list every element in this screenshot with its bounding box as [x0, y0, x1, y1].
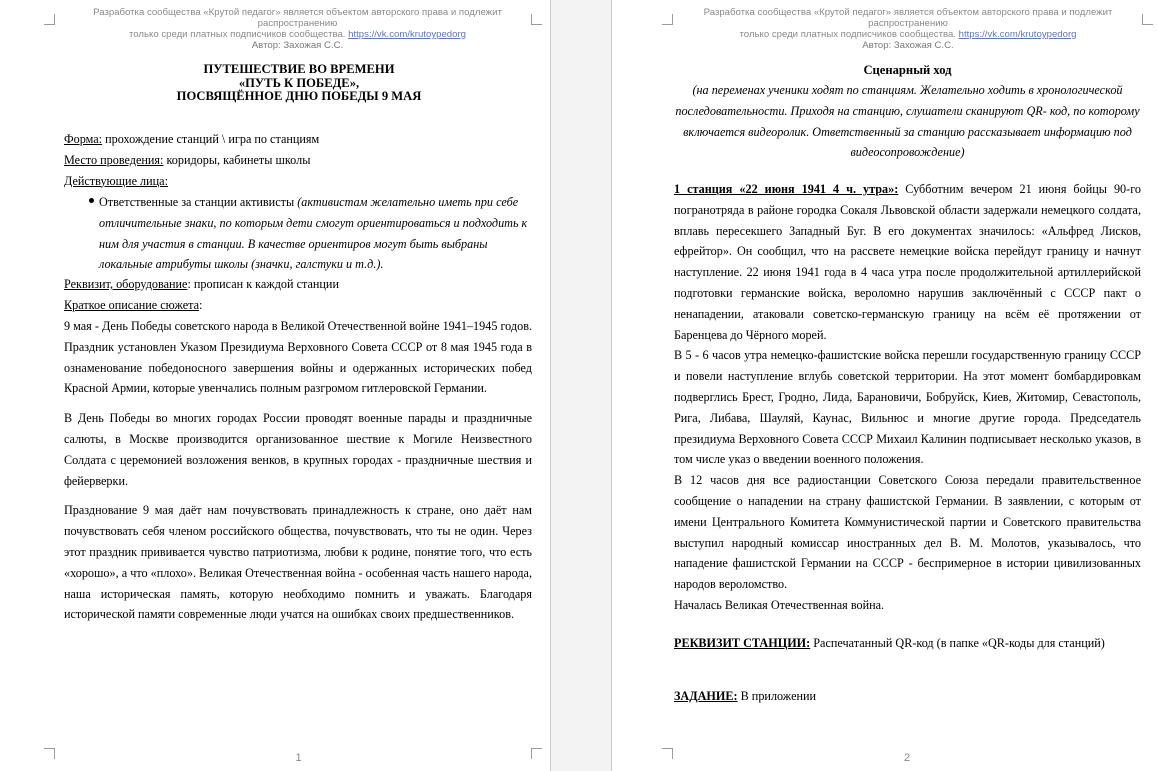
- form-value: прохождение станций \ игра по станциям: [102, 132, 320, 146]
- page-gap: [551, 0, 611, 771]
- copyright-header: [667, 7, 1149, 40]
- bullet-text: Ответственные за станции активисты: [99, 195, 298, 209]
- station-text: Субботним вечером 21 июня бойцы 90-го погранотряда в районе городка Сокаля Львовской области задержали немецкого солдата, вплавь пересекшего Западный Буг. В его документах значилось: «Альфред Лисков, ефрейтор». Он сообщил, что на рассвете немецкие войска перейдут границу и начнут наступление. 22 июня 1941 года в 4 часа утра после продолжительной артиллерийской подготовки германские войска, вероломно нарушив заключённый с СССР пакт о ненападении, атаковали советско-германскую границу на всём её протяжении от Баренцева до Чёрного морей.: [674, 182, 1141, 342]
- station-task: [674, 686, 1141, 707]
- station-1-section: [674, 179, 1141, 616]
- page-number-1: 1: [295, 752, 302, 764]
- title-line-1: ПУТЕШЕСТВИЕ ВО ВРЕМЕНИ: [203, 62, 395, 76]
- props-value: : прописан к каждой станции: [187, 277, 339, 291]
- header-line-2: только среди платных подписчиков сообщества.: [739, 29, 959, 40]
- scenario-title: Сценарный ход: [863, 63, 952, 77]
- station-label: 1 станция «22 июня 1941 4 ч. утра»:: [674, 182, 899, 196]
- summary-paragraph-2: В День Победы во многих городах России проводят военные парады и праздничные салюты, в Москве производится организованное шествие к Могиле Неизвестного Солдата с церемонией возложения венков, в крупных городах - праздничные шествия и фейерверки.: [64, 411, 532, 488]
- header-link[interactable]: https://vk.com/krutoypedorg: [348, 29, 466, 40]
- bullet-icon: [89, 198, 94, 203]
- station-props: [674, 633, 1141, 654]
- copyright-header: [55, 7, 540, 40]
- margin-corner-mark: [44, 14, 55, 25]
- task-label: ЗАДАНИЕ:: [674, 689, 738, 703]
- props-and-summary: [64, 274, 532, 316]
- document-title: [65, 63, 533, 104]
- title-line-3: ПОСВЯЩЁННОЕ ДНЮ ПОБЕДЫ 9 МАЯ: [176, 89, 422, 103]
- props-label: Реквизит, оборудование: [64, 277, 188, 291]
- page-number-2: 2: [903, 752, 911, 764]
- header-link[interactable]: https://vk.com/krutoypedorg: [958, 29, 1077, 40]
- summary-text: [64, 316, 532, 625]
- summary-colon: :: [199, 297, 203, 312]
- author-line: Автор: Захожая С.С.: [251, 40, 344, 51]
- station-props-label: РЕКВИЗИТ СТАНЦИИ:: [674, 636, 811, 650]
- event-details: [64, 129, 532, 191]
- place-value: коридоры, кабинеты школы: [163, 152, 311, 167]
- header-line-1: Разработка сообщества «Крутой педагог» является объектом авторского права и подлежит распространению: [703, 7, 1113, 29]
- station-paragraph-3: В 12 часов дня все радиостанции Советского Союза передали правительственное сообщение о нападении на страну фашистской Германии. В заявлении, с которым от имени Центрального Комитета Коммунистической партии и Советского правительства выступил народный комиссар иностранных дел В. М. Молотов, указывалось, что нападение фашистской Германии на СССР - беспримерное в истории цивилизованных народов вероломство.: [674, 473, 1141, 592]
- header-line-1: Разработка сообщества «Крутой педагог» является объектом авторского права и подлежит распространению: [93, 7, 502, 29]
- header-line-2: только среди платных подписчиков сообщества.: [129, 29, 349, 40]
- author-line: Автор: Захожая С.С.: [862, 40, 954, 51]
- station-props-value: Распечатанный QR-код (в папке «QR-коды для станций): [810, 636, 1105, 650]
- station-paragraph-4: Началась Великая Отечественная война.: [674, 597, 885, 612]
- summary-label: Краткое описание сюжета: [64, 297, 200, 312]
- summary-paragraph-3: Празднование 9 мая даёт нам почувствовать принадлежность к стране, оно даёт нам почувствовать себя членом российского общества, почувствовать, что ты не один. Через этот праздник прививается чувство патриотизма, любви к родине, понятие того, что есть «хорошо», а что «плохо». Великая Отечественная война - особенная часть нашего народа, наша историческая память, которую необходимо помнить и уважать. Благодаря исторической памяти современные люди учатся на ошибках своих предшественников.: [64, 503, 532, 622]
- form-label: Форма:: [64, 132, 103, 146]
- station-paragraph-2: В 5 - 6 часов утра немецко-фашистские войска перешли государственную границу СССР и повели наступление вглубь советской территории. На этот момент бомбардировкам подверглись Брест, Гродно, Лида, Барановичи, Бобруйск, Киев, Житомир, Севастополь, Рига, Либава, Шауляй, Каунас, Вильнюс и многие другие города. Председатель президиума Верховного Совета СССР Михаил Калинин подписывает несколько указов, в том числе указ о введении военного положения.: [674, 348, 1141, 467]
- bullet-note: (активистам желательно иметь при себе отличительные знаки, по которым дети смогут ориентироваться и подходить к ним для участия в станции. В качестве ориентиров могут быть выбраны локальные атрибуты школы (значки, галстуки и т.д.).: [99, 195, 528, 272]
- persons-list: [84, 192, 532, 275]
- place-label: Место проведения:: [64, 152, 164, 167]
- persons-label: Действующие лица:: [64, 173, 168, 188]
- task-value: В приложении: [737, 689, 817, 703]
- scenario-note: (на переменах ученики ходят по станциям. Желательно ходить в хронологической последовательности. Приходя на станцию, слушатели сканируют QR- код, по которому включается видеоролик. Ответственный за станцию рассказывает информацию под видеосопровождение): [675, 83, 1140, 160]
- list-item: [84, 192, 532, 275]
- title-line-2: «ПУТЬ К ПОБЕДЕ»,: [238, 75, 360, 90]
- summary-paragraph-1: 9 мая - День Победы советского народа в Великой Отечественной войне 1941–1945 годов. Праздник установлен Указом Президиума Верховного Совета СССР от 8 мая 1945 года в ознаменование победоносного завершения войны и одержанных исторических побед Красной Армии, которые увенчались полным разгромом гитлеровской Германии.: [64, 319, 532, 396]
